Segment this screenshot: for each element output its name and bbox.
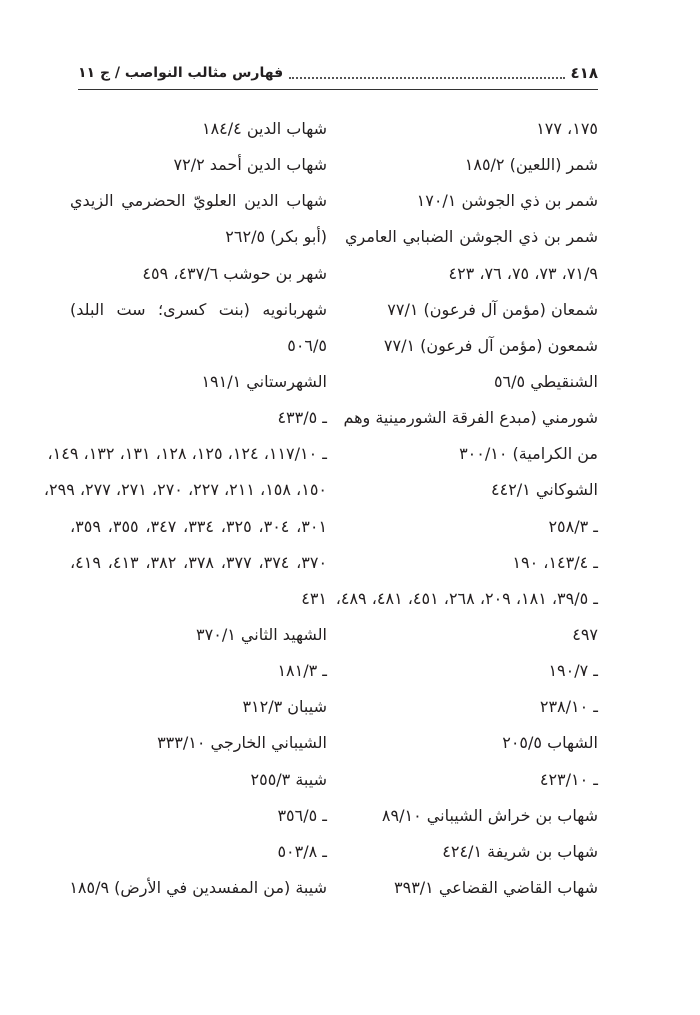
index-entry-line: ـ ٣٥٦/٥ bbox=[277, 805, 327, 825]
index-entry-line: شهاب بن شريفة ٤٢٤/١ bbox=[442, 841, 598, 861]
index-entry-line: شيبة (من المفسدين في الأرض) ١٨٥/٩ bbox=[69, 877, 327, 897]
index-entry-line: ـ ٢٣٨/١٠ bbox=[539, 697, 598, 717]
index-entry-line: الشهرستاني ١٩١/١ bbox=[201, 371, 327, 391]
index-entry-line: من الكرامية) ٣٠٠/١٠ bbox=[459, 444, 598, 464]
index-entry-line: شورمني (مبدع الفرقة الشورمينية وهم bbox=[343, 408, 598, 428]
index-entry-line: ـ ٢٥٨/٣ bbox=[548, 516, 598, 536]
index-entry-line: ١٧٥، ١٧٧ bbox=[536, 119, 598, 138]
index-entry-line: ـ ٣٩/٥، ١٨١، ٢٠٩، ٢٦٨، ٤٥١، ٤٨١، ٤٨٩، bbox=[335, 588, 598, 608]
index-entry-line: ـ ٥٠٣/٨ bbox=[277, 841, 327, 861]
index-entry-line: ـ ١٤٣/٤، ١٩٠ bbox=[512, 552, 598, 572]
page-number: ٤١٨ bbox=[570, 64, 598, 82]
index-entry-line: شمر بن ذي الجوشن ١٧٠/١ bbox=[416, 191, 598, 211]
index-entry-line: ٤٣١ bbox=[301, 588, 327, 608]
index-entry-line: الشيباني الخارجي ٣٣٣/١٠ bbox=[157, 733, 327, 753]
index-entry-line: ـ ١٩٠/٧ bbox=[548, 661, 598, 681]
running-header bbox=[78, 60, 598, 86]
index-entry-line: ـ ٤٣٣/٥ bbox=[277, 408, 327, 428]
index-entry-line: الشهاب ٢٠٥/٥ bbox=[502, 733, 598, 753]
index-entry-line: شهاب الدين ١٨٤/٤ bbox=[201, 119, 327, 138]
index-entry-line: الشنقيطي ٥٦/٥ bbox=[493, 371, 598, 391]
index-entry-line: ـ ١١٧/١٠، ١٢٤، ١٢٥، ١٢٨، ١٣١، ١٣٢، ١٤٩، bbox=[47, 444, 327, 464]
index-entry-line: شهاب القاضي القضاعي ٣٩٣/١ bbox=[394, 877, 598, 897]
index-entry-line: ـ ٤٢٣/١٠ bbox=[539, 769, 598, 789]
running-title: فهارس مثالب النواصب / ج ١١ bbox=[78, 65, 284, 81]
index-entry-line: شيبان ٣١٢/٣ bbox=[242, 697, 327, 717]
index-entry-line: ٣٠١، ٣٠٤، ٣٢٥، ٣٣٤، ٣٤٧، ٣٥٥، ٣٥٩، bbox=[70, 516, 328, 536]
index-entry-line: (أبو بكر) ٢٦٢/٥ bbox=[225, 227, 327, 247]
index-entry-line: شهاب بن خراش الشيباني ٨٩/١٠ bbox=[381, 805, 598, 825]
index-column-left bbox=[43, 114, 328, 909]
index-entry-line: ١٥٠، ١٥٨، ٢١١، ٢٢٧، ٢٧٠، ٢٧١، ٢٧٧، ٢٩٩، bbox=[43, 480, 327, 500]
index-entry-line: الشوكاني ٤٤٢/١ bbox=[491, 480, 598, 500]
index-entry-line: شهر بن حوشب ٤٣٧/٦، ٤٥٩ bbox=[142, 263, 327, 283]
index-entry-line: شمر بن ذي الجوشن الضبابي العامري bbox=[345, 227, 598, 247]
index-entry-line: شمعان (مؤمن آل فرعون) ٧٧/١ bbox=[387, 299, 598, 319]
dotted-leader bbox=[289, 77, 564, 79]
index-entry-line: ـ ١٨١/٣ bbox=[277, 661, 327, 681]
header-rule bbox=[78, 89, 598, 90]
index-entry-line: ٥٠٦/٥ bbox=[287, 335, 327, 355]
index-column-right bbox=[335, 114, 598, 909]
index-entry-line: ٤٩٧ bbox=[572, 624, 598, 644]
index-entry-line: شمعون (مؤمن آل فرعون) ٧٧/١ bbox=[383, 335, 598, 355]
index-entry-line: شهاب الدين العلويّ الحضرمي الزيدي bbox=[70, 191, 327, 211]
index-entry-line: ٣٧٠، ٣٧٤، ٣٧٧، ٣٧٨، ٣٨٢، ٤١٣، ٤١٩، bbox=[70, 552, 328, 572]
index-entry-line: شهربانويه (بنت كسرى؛ ست البلد) bbox=[70, 299, 327, 319]
index-entry-line: الشهيد الثاني ٣٧٠/١ bbox=[196, 624, 327, 644]
index-entry-line: شمر (اللعين) ١٨٥/٢ bbox=[464, 155, 598, 175]
index-entry-line: ٧١/٩، ٧٣، ٧٥، ٧٦، ٤٢٣ bbox=[448, 263, 598, 283]
index-entry-line: شيبة ٢٥٥/٣ bbox=[250, 769, 327, 789]
index-entry-line: شهاب الدين أحمد ٧٢/٢ bbox=[173, 155, 327, 175]
